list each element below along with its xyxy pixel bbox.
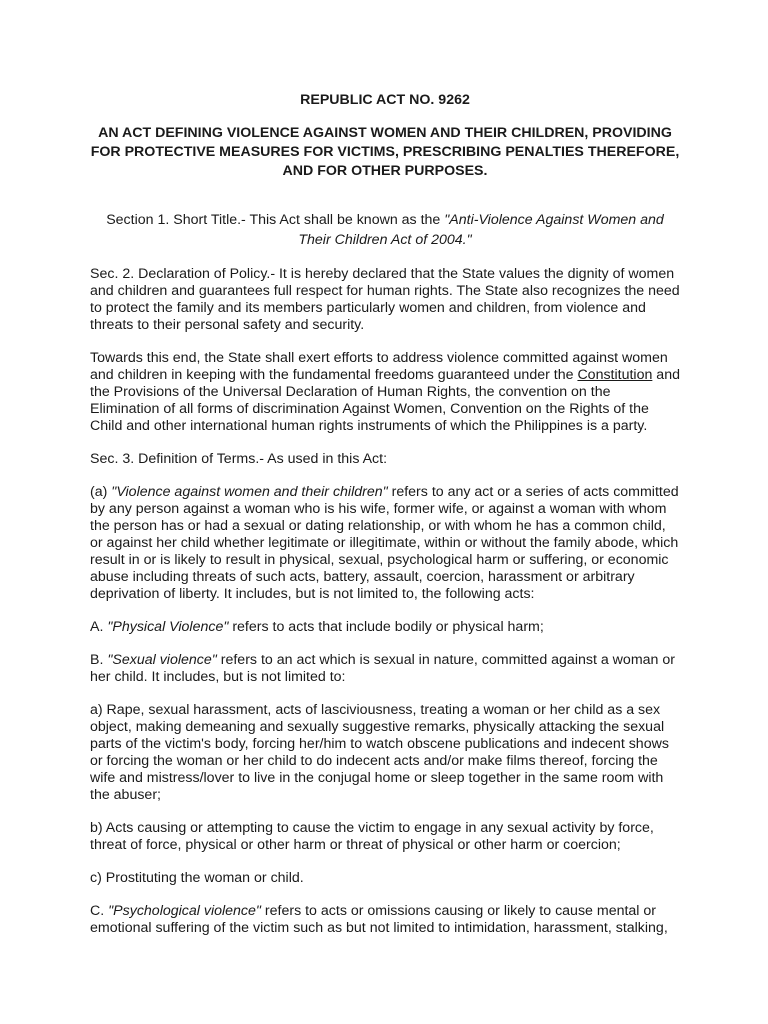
definition-C-text: refers to acts or omissions causing or likely to cause mental or emotional suffering of the victim such as but not limited to intimidation, harassment, stalking, xyxy=(90,903,668,936)
document-body xyxy=(90,210,680,953)
definition-A-term: "Physical Violence" xyxy=(107,619,229,635)
definition-B-term: "Sexual violence" xyxy=(107,652,217,668)
section-1-text: Section 1. Short Title.- This Act shall be known as the xyxy=(106,212,445,228)
definition-A-text: refers to acts that include bodily or physical harm; xyxy=(228,619,544,635)
act-short-title: "Anti-Violence Against Women and Their Children Act of 2004." xyxy=(298,212,664,248)
definition-psychological-violence xyxy=(90,903,680,937)
definition-sexual-violence xyxy=(90,652,680,686)
definition-a-text: refers to any act or a series of acts committed by any person against a woman who is his wife, former wife, or against a woman with whom the person has or had a sexual or dating relationship, or with whom he has a common child, or against her child whether legitimate or illegitimate, within or without the family abode, which result in or is likely to result in physical, sexual, psychological harm or suffering, or economic abuse including threats of such acts, battery, assault, coercion, harassment or arbitrary deprivation of liberty. It includes, but is not limited to, the following acts: xyxy=(90,484,679,602)
definition-A-lead: A. xyxy=(90,619,108,635)
section-3-definition-of-terms: Sec. 3. Definition of Terms.- As used in this Act: xyxy=(90,451,388,467)
sexual-violence-item-a: a) Rape, sexual harassment, acts of lasciviousness, treating a woman or her child as a sex object, making demeaning and sexually suggestive remarks, physically attacking the sexual parts of the victim's body, forcing her/him to watch obscene publications and indecent shows or forcing the woman or her child to do indecent acts and/or make films thereof, forcing the wife and mistress/lover to live in the conjugal home or sleep together in the same room with the abuser; xyxy=(90,702,669,803)
definition-a xyxy=(90,484,680,603)
sexual-violence-item-b: b) Acts causing or attempting to cause the victim to engage in any sexual activity by force, threat of force, physical or other harm or threat of physical or other harm or coercion; xyxy=(90,820,654,853)
definition-C-lead: C. xyxy=(90,903,109,919)
definition-B-text: refers to an act which is sexual in nature, committed against a woman or her child. It includes, but is not limited to: xyxy=(90,652,675,685)
constitution-link[interactable]: Constitution xyxy=(577,367,653,383)
section-1-short-title xyxy=(90,210,680,250)
act-title: AN ACT DEFINING VIOLENCE AGAINST WOMEN AND THEIR CHILDREN, PROVIDING FOR PROTECTIVE MEASURES FOR VICTIMS, PRESCRIBING PENALTIES THEREFORE, AND FOR OTHER PURPOSES. xyxy=(90,125,680,179)
definition-C-term: "Psychological violence" xyxy=(108,903,261,919)
definition-B-lead: B. xyxy=(90,652,108,668)
definition-a-term: "Violence against women and their children" xyxy=(111,484,388,500)
towards-text-after: and the Provisions of the Universal Declaration of Human Rights, the convention on the Elimination of all forms of discrimination Against Women, Convention on the Rights of the Child and other international human rights instruments of which the Philippines is a party. xyxy=(90,367,680,434)
act-number: REPUBLIC ACT NO. 9262 xyxy=(300,92,470,108)
definition-a-lead: (a) xyxy=(90,484,112,500)
towards-text-before: Towards this end, the State shall exert efforts to address violence committed against women and children in keeping with the fundamental freedoms guaranteed under the xyxy=(90,350,668,383)
towards-this-end-paragraph xyxy=(90,350,680,435)
definition-physical-violence xyxy=(90,619,680,636)
sexual-violence-item-c: c) Prostituting the woman or child. xyxy=(90,870,304,886)
section-2-declaration-of-policy: Sec. 2. Declaration of Policy.- It is hereby declared that the State values the dignity of women and children and guarantees full respect for human rights. The State also recognizes the need to protect the family and its members particularly women and children, from violence and threats to their personal safety and security. xyxy=(90,266,680,333)
